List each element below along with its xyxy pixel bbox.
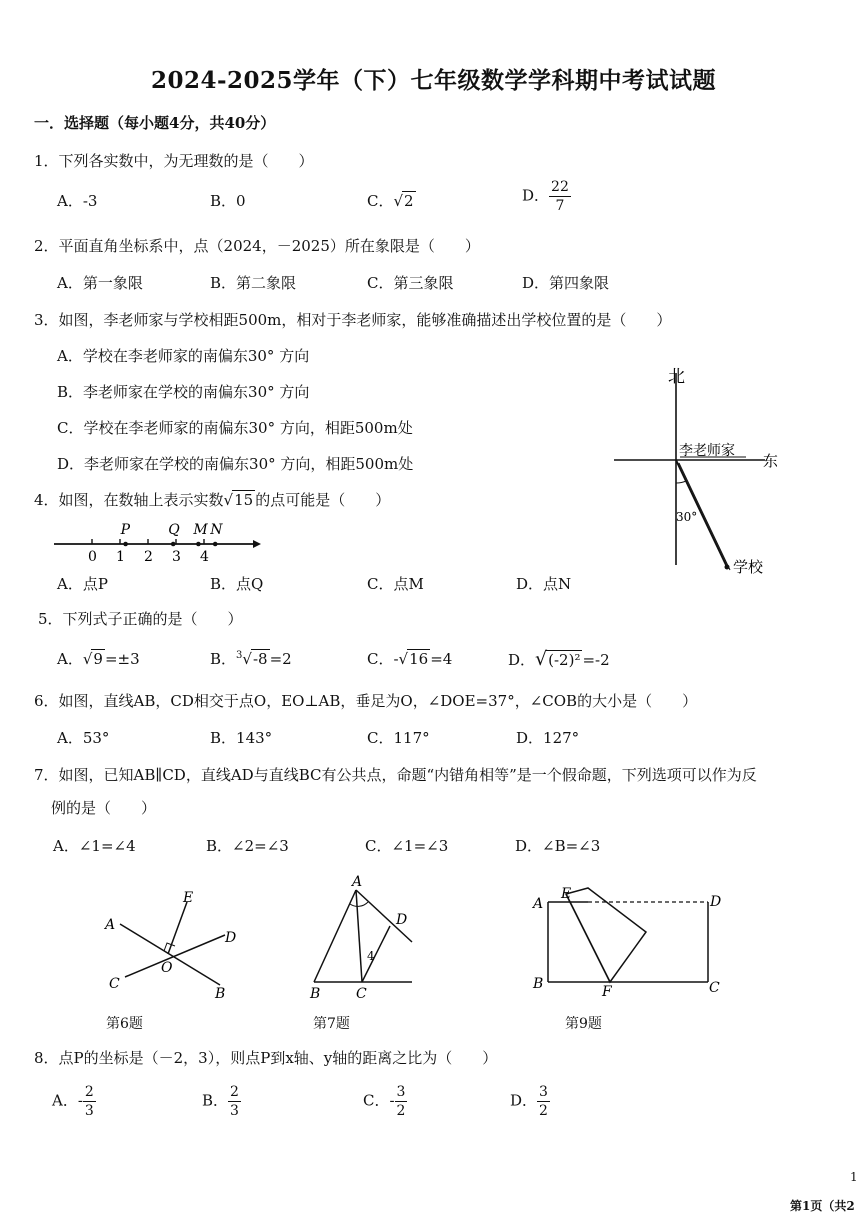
q5-c-radicand: 16 [409, 650, 429, 668]
q8-option-d [510, 1085, 550, 1118]
q1-option-c-radicand: 2 [404, 192, 414, 210]
number-line-arrow [253, 540, 261, 548]
q5-a-radicand: 9 [93, 650, 103, 668]
q8-c-numerator: 3 [396, 1084, 406, 1100]
number-line-point [171, 542, 176, 547]
q5-d-rhs: =-2 [582, 651, 610, 669]
q1-option-c: C．√2 [367, 192, 414, 210]
q4-option-a: A．点P [57, 575, 108, 593]
figure-6-caption: 第6题 [106, 1016, 143, 1032]
east-label: 东 [763, 452, 779, 470]
fig9-label-c: C [709, 980, 720, 996]
fig6-label-b: B [215, 986, 226, 1002]
figure-9 [528, 880, 728, 1005]
q2-option-d: D．第四象限 [522, 274, 610, 292]
q4-option-c: C．点M [367, 575, 424, 593]
q8-option-a [52, 1085, 96, 1118]
q8-option-b [202, 1085, 241, 1118]
number-line-point-label: N [210, 522, 223, 538]
q8-b-denominator: 3 [230, 1103, 239, 1119]
q1-option-d [522, 180, 571, 213]
q3-option-d: D．李老师家在学校的南偏东30° 方向，相距500m处 [57, 455, 414, 473]
q1-d-denominator: 7 [555, 198, 565, 214]
fig7-label-b: B [310, 986, 321, 1002]
q5-option-c: C．-√16 =4 [367, 650, 453, 668]
q7-option-d: D．∠B=∠3 [515, 837, 601, 855]
number-line-tick-label: 4 [200, 549, 209, 565]
q8-d-label: D． [510, 1091, 538, 1110]
fig6-label-a: A [105, 917, 116, 933]
number-line-tick-label: 0 [88, 549, 97, 565]
question-3-stem: 3．如图，李老师家与学校相距500m，相对于李老师家，能够准确描述出学校位置的是（ ） [34, 311, 672, 329]
fig6-label-o: O [161, 960, 173, 976]
fig7-angle-4: 4 [367, 949, 375, 963]
fig9-label-f: F [602, 984, 612, 1000]
fig6-label-d: D [225, 930, 237, 946]
q8-c-denominator: 2 [396, 1103, 406, 1119]
q5-c-rhs: =4 [430, 650, 453, 668]
figure-6 [95, 880, 255, 1005]
page-number: 第1页（共2 [790, 1199, 855, 1213]
crease-ef [566, 894, 610, 982]
q7-option-b: B．∠2=∠3 [206, 837, 289, 855]
number-line-point-label: M [193, 522, 208, 538]
page-title: 2024-2025学年（下）七年级数学学科期中考试试题 [150, 67, 717, 94]
q5-b-radicand: -8 [252, 650, 268, 668]
school-label: 学校 [733, 558, 764, 576]
line-cd [125, 935, 225, 977]
q8-option-c [363, 1085, 407, 1118]
q8-b-label: B． [202, 1091, 229, 1110]
angle-arc [676, 481, 686, 483]
q4-option-d: D．点N [516, 575, 572, 593]
fig9-label-e: E [561, 886, 572, 902]
q5-option-d: D．√(-2)² =-2 [508, 648, 610, 670]
fig7-label-c: C [356, 986, 367, 1002]
q7-option-a: A．∠1=∠4 [53, 837, 136, 855]
compass-figure [600, 355, 800, 585]
number-line [48, 516, 268, 566]
number-line-points [120, 522, 224, 546]
page-mark: 1 [850, 1170, 858, 1184]
q1-d-numerator: 22 [551, 179, 569, 195]
number-line-point-label: Q [168, 522, 180, 538]
q5-c-label: C．- [367, 650, 399, 668]
q4-stem-pre: 4．如图，在数轴上表示实数 [34, 491, 224, 509]
figure-7 [300, 870, 430, 1005]
number-line-point-label: P [120, 522, 131, 538]
q8-d-numerator: 3 [539, 1084, 548, 1100]
q1-option-d-fraction [549, 180, 571, 213]
q5-b-index: 3 [236, 650, 243, 661]
q8-c-label: C．- [363, 1091, 395, 1110]
q8-b-numerator: 2 [230, 1084, 239, 1100]
q2-option-c: C．第三象限 [367, 274, 454, 292]
fig9-label-a: A [533, 896, 544, 912]
question-5-stem: 5．下列式子正确的是（ ） [38, 610, 243, 628]
q5-option-b: B．$^3$√-8 =2 [210, 650, 292, 668]
q7-option-c: C．∠1=∠3 [365, 837, 449, 855]
q8-a-numerator: 2 [84, 1084, 94, 1100]
number-line-point [196, 542, 201, 547]
q6-option-a: A．53° [57, 729, 110, 747]
q6-option-c: C．117° [367, 729, 430, 747]
q8-a-label: A．- [52, 1091, 83, 1110]
q5-d-label: D． [508, 651, 536, 669]
angle-label: 30° [676, 510, 698, 524]
q1-option-a: A．-3 [57, 192, 98, 210]
fig6-label-e: E [183, 890, 194, 906]
segment-ac [356, 890, 362, 982]
number-line-tick-label: 2 [144, 549, 153, 565]
q4-option-b: B．点Q [210, 575, 264, 593]
q4-stem-post: 的点可能是（ ） [255, 491, 391, 509]
fig6-label-c: C [109, 976, 120, 992]
figure-9-caption: 第9题 [565, 1016, 602, 1032]
question-7-stem-line1: 7．如图，已知AB∥CD，直线AD与直线BC有公共点，命题“内错角相等”是一个假命题，下列选项可以作为反 [34, 766, 757, 784]
q2-option-a: A．第一象限 [57, 274, 143, 292]
question-7-stem-line2: 例的是（ ） [51, 799, 157, 817]
school-point [725, 565, 730, 570]
q1-option-c-label: C． [367, 192, 394, 210]
home-label: 李老师家 [679, 443, 735, 459]
q6-option-b: B．143° [210, 729, 273, 747]
number-line-ticks [88, 539, 209, 565]
ray-oe [168, 902, 187, 954]
q1-option-b: B．0 [210, 192, 246, 210]
q1-option-d-label: D． [522, 186, 550, 205]
number-line-tick-label: 1 [116, 549, 125, 565]
q6-option-d: D．127° [516, 729, 580, 747]
q3-option-b: B．李老师家在学校的南偏东30° 方向 [57, 383, 310, 401]
q5-option-a: A．√9 =±3 [57, 650, 140, 668]
q5-d-radicand: (-2)² [548, 651, 581, 669]
question-6-stem: 6．如图，直线AB，CD相交于点O，EO⊥AB，垂足为O，∠DOE=37°，∠COB的大小是（ ） [34, 692, 698, 710]
q8-d-denominator: 2 [539, 1103, 548, 1119]
question-8-stem: 8．点P的坐标是（－2，3），则点P到x轴、y轴的距离之比为（ ） [34, 1049, 498, 1067]
number-line-point [123, 542, 128, 547]
q8-a-denominator: 3 [84, 1103, 94, 1119]
section-heading: 一．选择题（每小题4分，共40分） [34, 114, 276, 132]
question-2-stem: 2．平面直角坐标系中，点（2024，－2025）所在象限是（ ） [34, 237, 480, 255]
q5-b-label: B． [210, 650, 237, 668]
question-4-stem: 4．如图，在数轴上表示实数√15 的点可能是（ ） [34, 491, 391, 509]
q4-stem-radicand: 15 [234, 491, 254, 509]
q3-option-a: A．学校在李老师家的南偏东30° 方向 [57, 347, 310, 365]
fig9-label-d: D [710, 894, 722, 910]
north-label: 北 [668, 367, 685, 387]
q5-a-rhs: =±3 [104, 650, 140, 668]
fig7-label-a: A [352, 874, 363, 890]
q2-option-b: B．第二象限 [210, 274, 297, 292]
q3-option-c: C．学校在李老师家的南偏东30° 方向，相距500m处 [57, 419, 413, 437]
question-1-stem: 1．下列各实数中，为无理数的是（ ） [34, 152, 314, 170]
number-line-tick-label: 3 [172, 549, 181, 565]
fig9-label-b: B [533, 976, 544, 992]
fig7-label-d: D [396, 912, 408, 928]
q5-a-label: A． [57, 650, 83, 668]
q5-b-rhs: =2 [269, 650, 292, 668]
number-line-point [213, 542, 218, 547]
segment-ab [314, 890, 356, 982]
figure-7-caption: 第7题 [313, 1016, 350, 1032]
